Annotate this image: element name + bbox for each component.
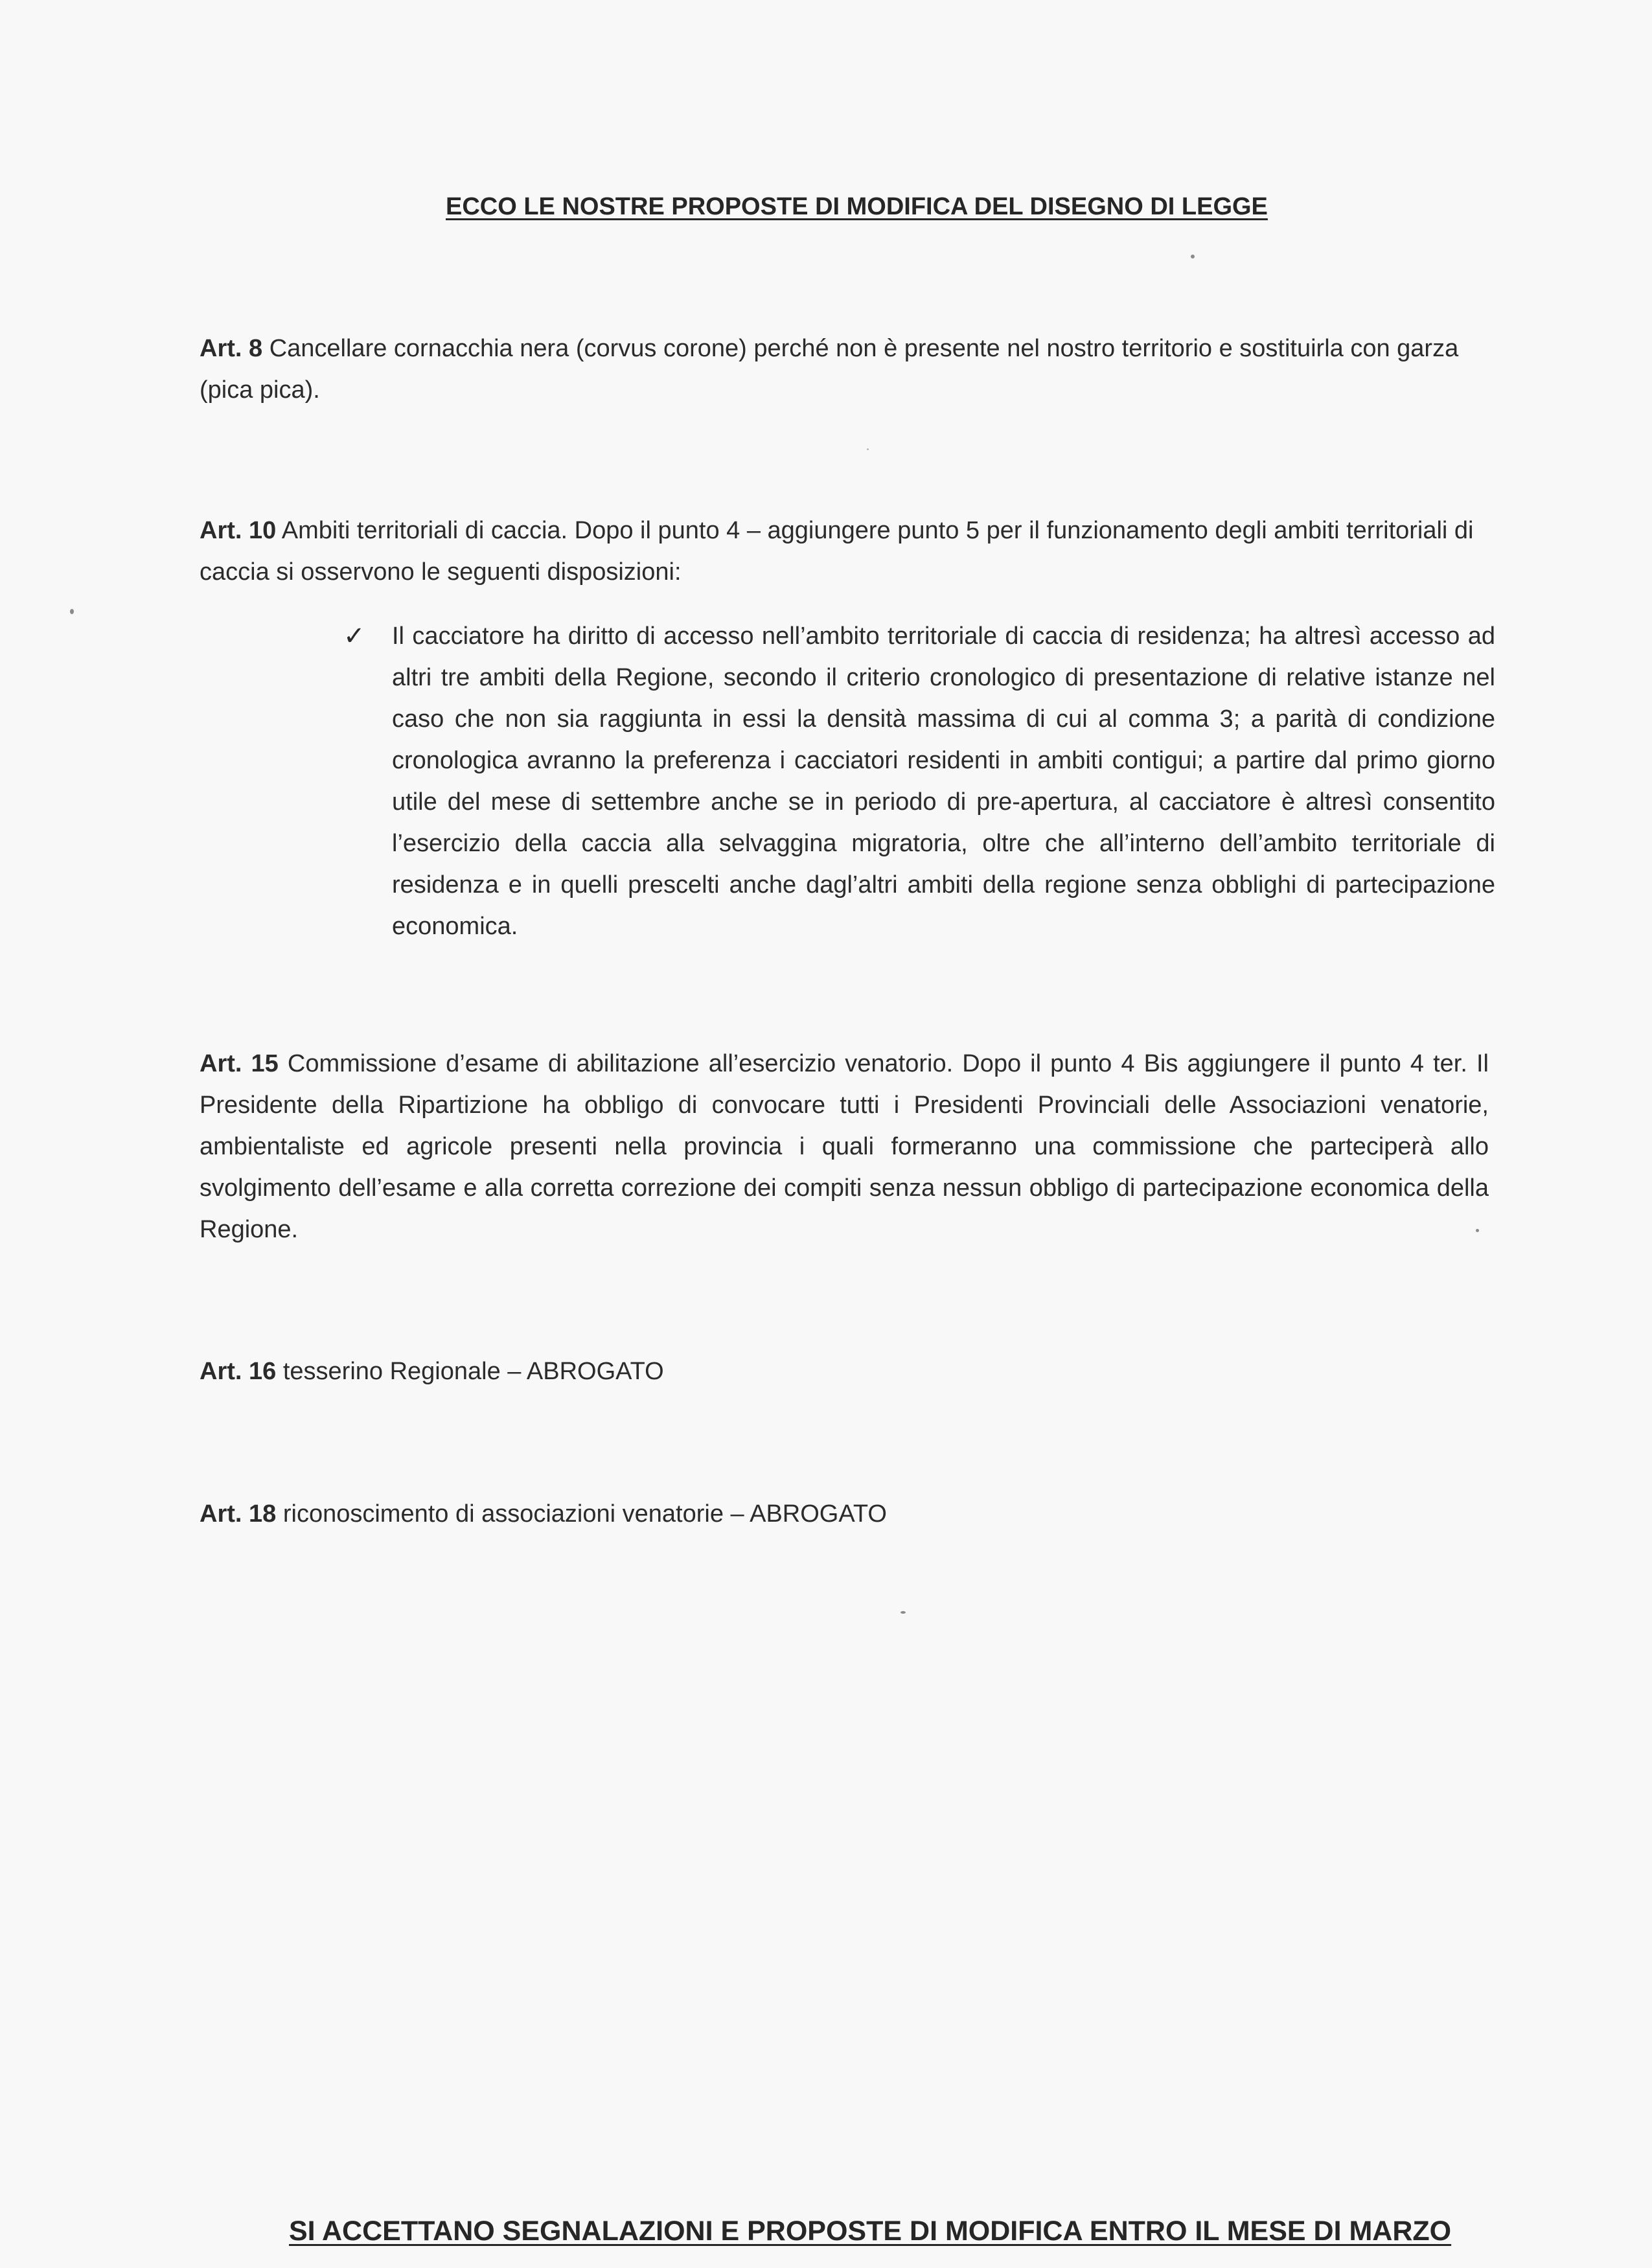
article-8	[200, 328, 1489, 411]
scan-speck	[901, 1611, 906, 1614]
article-10-label: Art. 10	[200, 517, 277, 544]
article-10	[200, 510, 1489, 593]
article-18-label: Art. 18	[200, 1500, 277, 1528]
article-18	[200, 1493, 1489, 1535]
article-8-label: Art. 8	[200, 335, 263, 362]
bullet-text: Il cacciatore ha diritto di accesso nell’ambito territoriale di caccia di residenza; ha altresì accesso ad altri tre ambiti della Regione, secondo il criterio cronologico di presentazione di relative istanze nel caso che non sia raggiunta in essi la densità massima di cui al comma 3; a parità di condizione cronologica avranno la preferenza i cacciatori residenti in ambiti contigui; a partire dal primo giorno utile del mese di settembre anche se in periodo di pre-apertura, al cacciatore è altresì consentito l’esercizio della caccia alla selvaggina migratoria, oltre che all’interno dell’ambito territoriale di residenza e in quelli prescelti anche dagl’altri ambiti della regione senza obblighi di partecipazione economica.	[392, 623, 1495, 940]
article-15	[200, 1043, 1489, 1250]
article-16	[200, 1351, 1489, 1392]
document-title: ECCO LE NOSTRE PROPOSTE DI MODIFICA DEL DISEGNO DI LEGGE	[446, 193, 1268, 220]
article-10-text: Ambiti territoriali di caccia. Dopo il punto 4 – aggiungere punto 5 per il funzionamento degli ambiti territoriali di caccia si osservono le seguenti disposizioni:	[200, 517, 1474, 586]
footer-note: SI ACCETTANO SEGNALAZIONI E PROPOSTE DI MODIFICA ENTRO IL MESE DI MARZO	[289, 2216, 1452, 2247]
scan-speck	[867, 448, 869, 450]
article-18-text: riconoscimento di associazioni venatorie – ABROGATO	[282, 1500, 887, 1528]
scan-speck	[70, 609, 74, 614]
article-8-text: Cancellare cornacchia nera (corvus corone) perché non è presente nel nostro territorio e sostituirla con garza (pica pica).	[200, 335, 1459, 404]
article-16-text: tesserino Regionale – ABROGATO	[282, 1358, 664, 1385]
scan-speck	[1191, 255, 1195, 258]
article-15-label: Art. 15	[200, 1050, 279, 1077]
article-16-label: Art. 16	[200, 1358, 277, 1385]
article-15-text: Commissione d’esame di abilitazione all’esercizio venatorio. Dopo il punto 4 Bis aggiungere il punto 4 ter. Il Presidente della Ripartizione ha obbligo di convocare tutti i Presidenti Provinciali delle Associazioni venatorie, ambientaliste ed agricole presenti nella provincia i quali formeranno una commissione che parteciperà allo svolgimento dell’esame e alla corretta correzione dei compiti senza nessun obbligo di partecipazione economica della Regione.	[200, 1050, 1489, 1243]
checkmark-icon: ✓	[343, 622, 365, 650]
scan-speck	[1476, 1229, 1479, 1232]
